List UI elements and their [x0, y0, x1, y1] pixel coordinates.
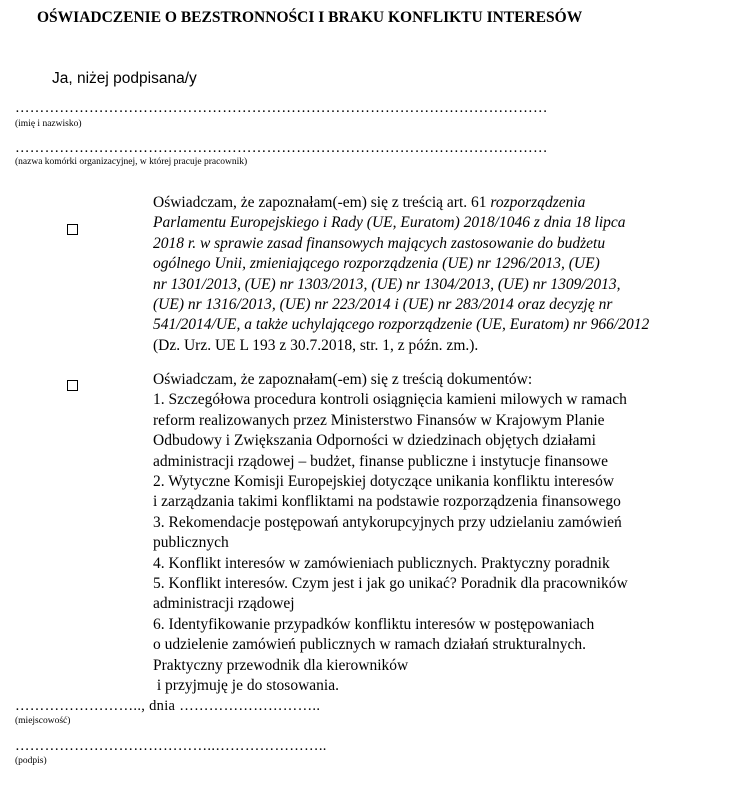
statement-2-line: o udzielenie zamówień publicznych w ramach działań strukturalnych.: [153, 636, 586, 654]
statement-2-line: i zarządzania takimi konfliktami na podstawie rozporządzenia finansowego: [153, 493, 621, 511]
signature-field[interactable]: …………………………………..…………………..: [15, 738, 327, 754]
statement-2-line: 6. Identyfikowanie przypadków konfliktu interesów w postępowaniach: [153, 615, 595, 633]
statement-2-line: administracji rządowej: [153, 595, 295, 613]
statement-1-line: ogólnego Unii, zmieniającego rozporządzenia (UE) nr 1296/2013, (UE): [153, 255, 600, 273]
statement-1-checkbox[interactable]: [67, 224, 78, 235]
place-label: (miejscowość): [15, 716, 71, 726]
statement-2-line: 5. Konflikt interesów. Czym jest i jak go unikać? Poradnik dla pracowników: [153, 575, 628, 593]
statement-2-line: i przyjmuję je do stosowania.: [153, 677, 339, 695]
statement-2-checkbox[interactable]: [67, 380, 78, 391]
statement-2-line: 2. Wytyczne Komisji Europejskiej dotyczące unikania konfliktu interesów: [153, 473, 615, 491]
statement-1-line: 2018 r. w sprawie zasad finansowych mających zastosowanie do budżetu: [153, 234, 606, 252]
statement-1-line: 541/2014/UE, a także uchylającego rozporządzenie (UE, Euratom) nr 966/2012: [153, 316, 650, 334]
statement-2-line: Odbudowy i Zwiększania Odporności w dziedzinach objętych działami: [153, 432, 596, 450]
statement-2-line: publicznych: [153, 534, 229, 552]
statement-2-line: 4. Konflikt interesów w zamówieniach publicznych. Praktyczny poradnik: [153, 554, 610, 572]
unit-field-label: (nazwa komórki organizacyjnej, w której pracuje pracownik): [15, 157, 248, 167]
unit-field[interactable]: ………………………………………………………………………………………………: [15, 140, 548, 156]
statement-2-line: administracji rządowej – budżet, finanse publiczne i instytucje finansowe: [153, 452, 608, 470]
statement-2-line: 3. Rekomendacje postępowań antykorupcyjnych przy udzielaniu zamówień: [153, 513, 622, 531]
statement-1-line: Oświadczam, że zapoznałam(-em) się z treścią art. 61 rozporządzenia: [153, 194, 586, 211]
statement-1-line: (Dz. Urz. UE L 193 z 30.7.2018, str. 1, z późn. zm.).: [153, 336, 479, 354]
statement-1-line: Parlamentu Europejskiego i Rady (UE, Euratom) 2018/1046 z dnia 18 lipca: [153, 214, 626, 232]
statement-2-line: 1. Szczegółowa procedura kontroli osiągnięcia kamieni milowych w ramach: [153, 391, 627, 409]
name-field[interactable]: ………………………………………………………………………………………………: [15, 100, 548, 116]
statement-2-line: Praktyczny przewodnik dla kierowników: [153, 656, 409, 674]
statement-1-line: nr 1301/2013, (UE) nr 1303/2013, (UE) nr 1304/2013, (UE) nr 1309/2013,: [153, 275, 621, 293]
statement-1-line: (UE) nr 1316/2013, (UE) nr 223/2014 i (UE) nr 283/2014 oraz decyzję nr: [153, 296, 613, 314]
place-date-field[interactable]: …………………….., dnia ………………………..: [15, 698, 321, 714]
document-title: OŚWIADCZENIE O BEZSTRONNOŚCI I BRAKU KONFLIKTU INTERESÓW: [37, 9, 583, 26]
signature-label: (podpis): [15, 756, 47, 766]
statement-2-line: reform realizowanych przez Ministerstwo Finansów w Krajowym Planie: [153, 411, 605, 429]
intro-text: Ja, niżej podpisana/y: [52, 70, 197, 87]
statement-2-line: Oświadczam, że zapoznałam(-em) się z treścią dokumentów:: [153, 371, 533, 388]
statement-1-text: [153, 193, 649, 356]
name-field-label: (imię i nazwisko): [15, 119, 82, 129]
statement-2-text: [153, 370, 628, 697]
